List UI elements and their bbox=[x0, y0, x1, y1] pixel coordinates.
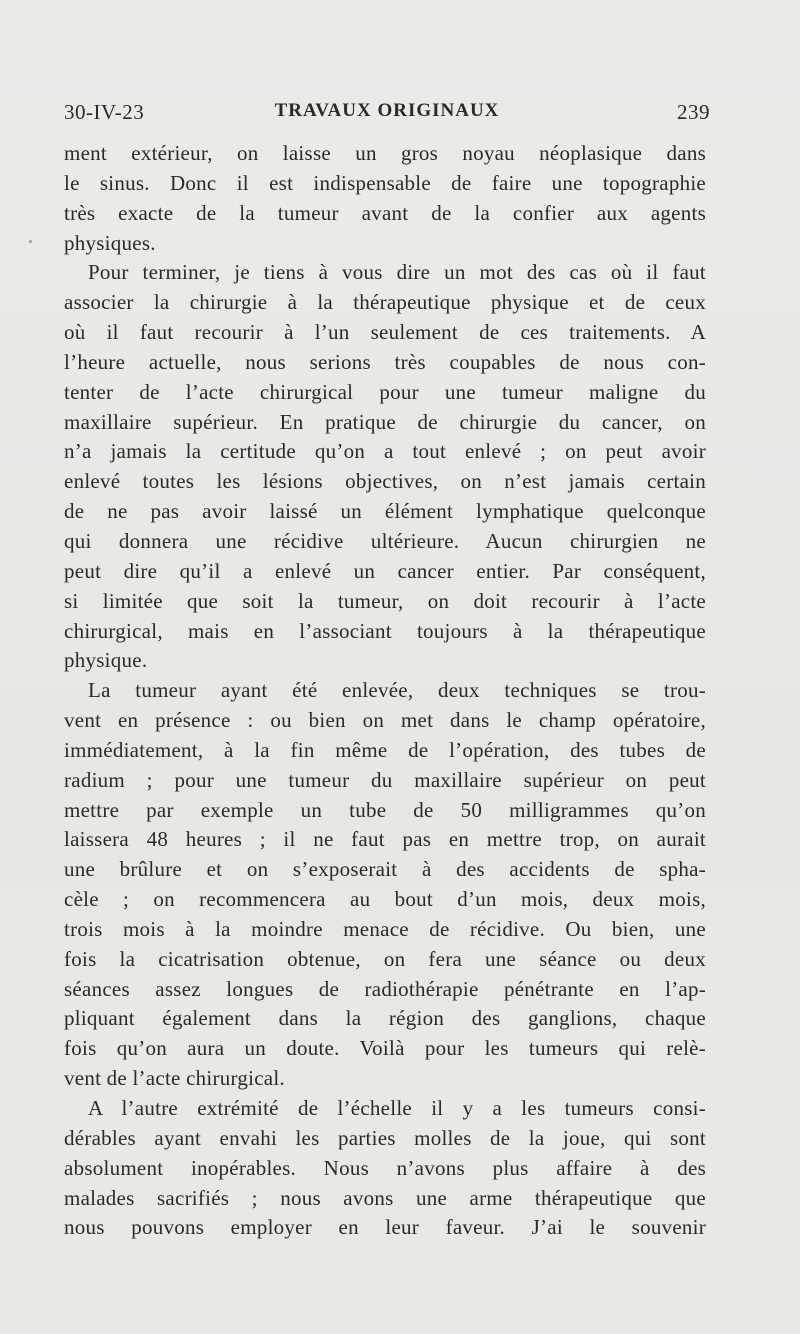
text-line: fois qu’on aura un doute. Voilà pour les tumeurs qui relè- bbox=[64, 1036, 706, 1061]
running-header bbox=[64, 100, 710, 130]
text-line: radium ; pour une tumeur du maxillaire supérieur on peut bbox=[64, 767, 706, 792]
text-line: l’heure actuelle, nous serions très coupables de nous con- bbox=[64, 349, 706, 374]
text-line: si limitée que soit la tumeur, on doit recourir à l’acte bbox=[64, 588, 706, 613]
header-title: TRAVAUX ORIGINAUX bbox=[274, 100, 500, 121]
text-line: ment extérieur, on laisse un gros noyau néoplasique dans bbox=[64, 141, 706, 165]
text-line: associer la chirurgie à la thérapeutique physique et de ceux bbox=[64, 290, 706, 315]
text-line: dérables ayant envahi les parties molles de la joue, qui sont bbox=[64, 1125, 706, 1150]
text-line: séances assez longues de radiothérapie pénétrante en l’ap- bbox=[64, 976, 706, 1001]
text-line: pliquant également dans la région des ganglions, chaque bbox=[64, 1006, 706, 1031]
text-line: physique. bbox=[64, 648, 148, 673]
text-line: fois la cicatrisation obtenue, on fera une séance ou deux bbox=[64, 946, 706, 971]
text-line: une brûlure et on s’exposerait à des accidents de spha- bbox=[64, 857, 706, 882]
margin-speck bbox=[29, 240, 32, 243]
text-line: vent de l’acte chirurgical. bbox=[64, 1066, 285, 1091]
text-line: n’a jamais la certitude qu’on a tout enlevé ; on peut avoir bbox=[64, 439, 706, 464]
text-line: qui donnera une récidive ultérieure. Aucun chirurgien ne bbox=[64, 528, 706, 553]
text-line: très exacte de la tumeur avant de la confier aux agents bbox=[64, 200, 706, 225]
text-line: malades sacrifiés ; nous avons une arme thérapeutique que bbox=[64, 1185, 706, 1210]
text-line: maxillaire supérieur. En pratique de chirurgie du cancer, on bbox=[64, 409, 706, 434]
text-line: peut dire qu’il a enlevé un cancer entier. Par conséquent, bbox=[64, 558, 706, 583]
text-line: La tumeur ayant été enlevée, deux techniques se trou- bbox=[88, 678, 706, 703]
text-line: de ne pas avoir laissé un élément lymphatique quelconque bbox=[64, 499, 706, 524]
text-line: tenter de l’acte chirurgical pour une tumeur maligne du bbox=[64, 379, 706, 404]
text-line: où il faut recourir à l’un seulement de ces traitements. A bbox=[64, 320, 706, 345]
text-line: cèle ; on recommencera au bout d’un mois, deux mois, bbox=[64, 887, 706, 912]
text-line: trois mois à la moindre menace de récidive. Ou bien, une bbox=[64, 916, 706, 941]
text-line: nous pouvons employer en leur faveur. J’ai le souvenir bbox=[64, 1215, 706, 1240]
text-line: chirurgical, mais en l’associant toujours à la thérapeutique bbox=[64, 618, 706, 643]
body-text bbox=[64, 139, 706, 1243]
text-line: Pour terminer, je tiens à vous dire un mot des cas où il faut bbox=[88, 260, 706, 285]
text-line: le sinus. Donc il est indispensable de faire une topographie bbox=[64, 170, 706, 195]
text-line: immédiatement, à la fin même de l’opération, des tubes de bbox=[64, 737, 706, 762]
text-line: A l’autre extrémité de l’échelle il y a les tumeurs consi- bbox=[88, 1096, 706, 1120]
text-line: laissera 48 heures ; il ne faut pas en mettre trop, on aurait bbox=[64, 827, 706, 852]
text-line: enlevé toutes les lésions objectives, on n’est jamais certain bbox=[64, 469, 706, 494]
header-date: 30-IV-23 bbox=[64, 100, 145, 124]
page-number: 239 bbox=[677, 100, 710, 124]
text-line: vent en présence : ou bien on met dans le champ opératoire, bbox=[64, 708, 706, 733]
text-line: physiques. bbox=[64, 230, 156, 255]
text-line: mettre par exemple un tube de 50 milligrammes qu’on bbox=[64, 797, 706, 822]
text-line: absolument inopérables. Nous n’avons plus affaire à des bbox=[64, 1155, 706, 1180]
